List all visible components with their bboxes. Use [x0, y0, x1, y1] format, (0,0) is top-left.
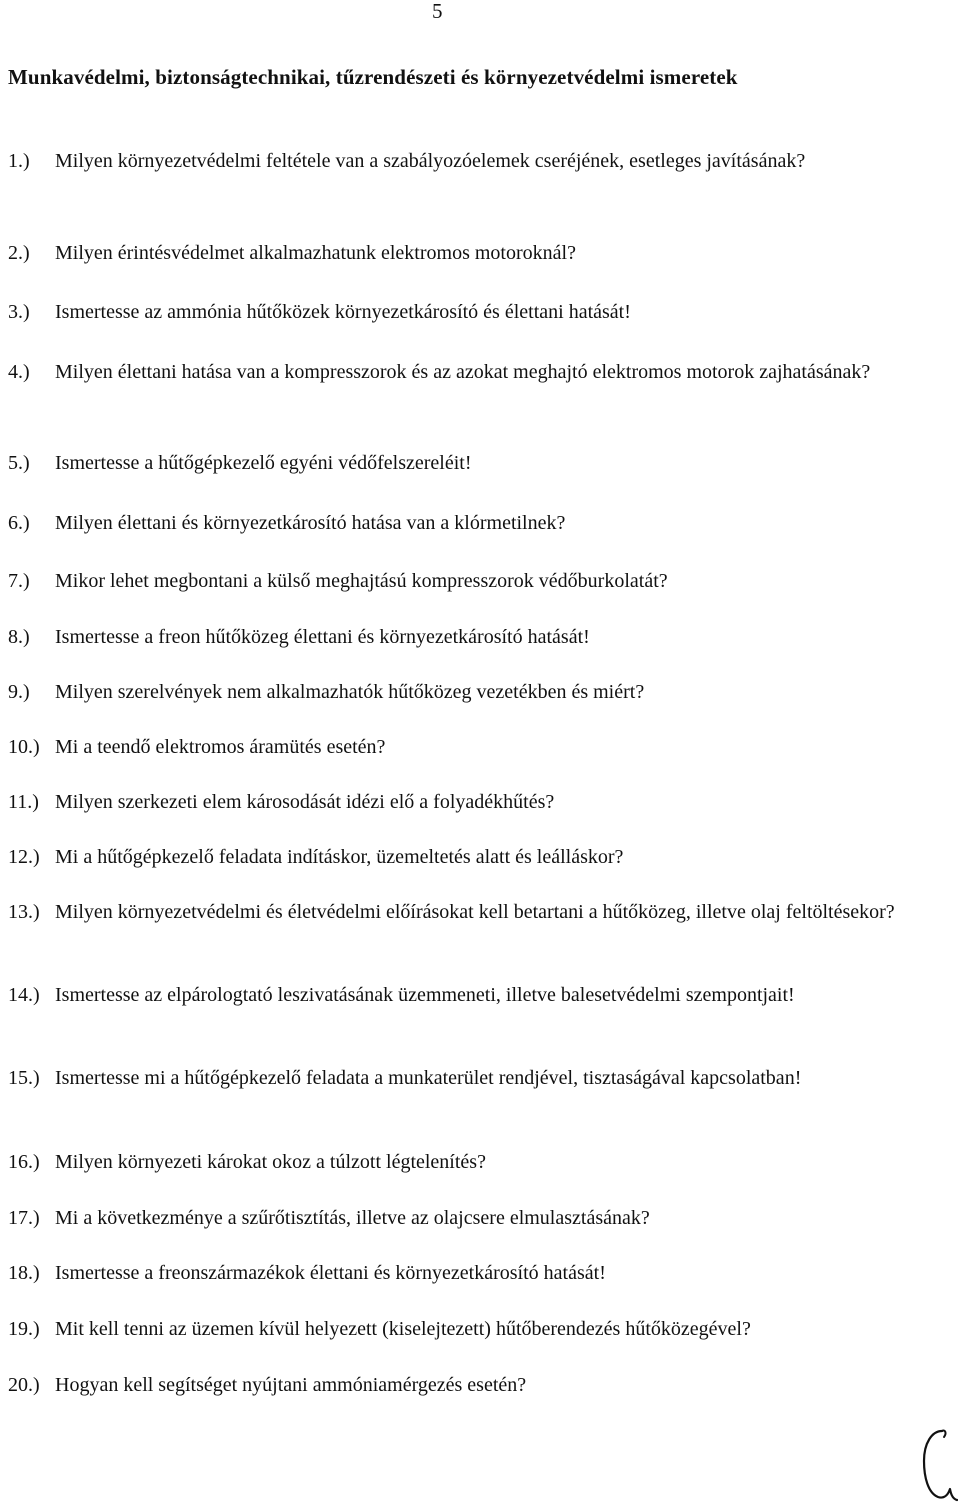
- question-number: 19.): [8, 1318, 40, 1340]
- question-text: Milyen érintésvédelmet alkalmazhatunk elektromos motoroknál?: [55, 242, 576, 264]
- question-item: [8, 358, 908, 386]
- question-number: 9.): [8, 681, 30, 703]
- question-item: [8, 788, 908, 816]
- question-item: [8, 898, 908, 926]
- question-item: [8, 1148, 908, 1176]
- question-text: Mi a teendő elektromos áramütés esetén?: [55, 736, 386, 758]
- question-number: 15.): [8, 1067, 40, 1089]
- question-item: [8, 843, 908, 871]
- question-text: Milyen környezeti károkat okoz a túlzott légtelenítés?: [55, 1151, 486, 1173]
- question-text: Ismertesse a hűtőgépkezelő egyéni védőfelszereléit!: [55, 452, 472, 474]
- question-text: Ismertesse az elpárologtató leszivatásának üzemmeneti, illetve balesetvédelmi szempontjait!: [55, 984, 795, 1006]
- question-number: 17.): [8, 1207, 40, 1229]
- page-number: 5: [432, 0, 443, 23]
- question-number: 4.): [8, 361, 30, 383]
- question-text: Mikor lehet megbontani a külső meghajtású kompresszorok védőburkolatát?: [55, 570, 668, 592]
- signature-stroke: [924, 1431, 957, 1500]
- question-text: Milyen élettani és környezetkárosító hatása van a klórmetilnek?: [55, 512, 566, 534]
- question-number: 11.): [8, 791, 39, 813]
- question-number: 13.): [8, 901, 40, 923]
- question-number: 20.): [8, 1374, 40, 1396]
- question-item: [8, 449, 908, 477]
- question-text: Mi a következménye a szűrőtisztítás, illetve az olajcsere elmulasztásának?: [55, 1207, 650, 1229]
- question-text: Ismertesse az ammónia hűtőközek környezetkárosító és élettani hatását!: [55, 301, 631, 323]
- question-text: Hogyan kell segítséget nyújtani ammóniamérgezés esetén?: [55, 1374, 527, 1396]
- question-number: 6.): [8, 512, 30, 534]
- question-item: [8, 1371, 908, 1399]
- question-text: Milyen élettani hatása van a kompresszorok és az azokat meghajtó elektromos motorok zajhatásának?: [55, 361, 871, 383]
- question-item: [8, 147, 908, 175]
- question-text: Ismertesse a freonszármazékok élettani és környezetkárosító hatását!: [55, 1262, 606, 1284]
- question-text: Milyen szerelvények nem alkalmazhatók hűtőközeg vezetékben és miért?: [55, 681, 645, 703]
- question-text: Ismertesse a freon hűtőközeg élettani és környezetkárosító hatását!: [55, 626, 590, 648]
- question-item: [8, 1064, 908, 1092]
- question-number: 5.): [8, 452, 30, 474]
- question-number: 3.): [8, 301, 30, 323]
- question-item: [8, 733, 908, 761]
- question-text: Milyen környezetvédelmi és életvédelmi előírásokat kell betartani a hűtőközeg, illetve olaj feltöltésekor?: [55, 901, 895, 923]
- signature-stroke: [942, 1430, 945, 1437]
- question-item: [8, 567, 908, 595]
- question-item: [8, 1259, 908, 1287]
- question-number: 8.): [8, 626, 30, 648]
- page-title: Munkavédelmi, biztonságtechnikai, tűzrendészeti és környezetvédelmi ismeretek: [8, 65, 738, 89]
- question-number: 14.): [8, 984, 40, 1006]
- question-number: 18.): [8, 1262, 40, 1284]
- question-item: [8, 239, 908, 267]
- question-text: Mit kell tenni az üzemen kívül helyezett (kiselejtezett) hűtőberendezés hűtőközegével?: [55, 1318, 751, 1340]
- question-text: Milyen környezetvédelmi feltétele van a szabályozóelemek cseréjének, esetleges javításának?: [55, 150, 806, 172]
- question-text: Milyen szerkezeti elem károsodását idézi elő a folyadékhűtés?: [55, 791, 555, 813]
- question-number: 2.): [8, 242, 30, 264]
- question-item: [8, 623, 908, 651]
- question-number: 10.): [8, 736, 40, 758]
- question-item: [8, 1315, 908, 1343]
- question-number: 1.): [8, 150, 30, 172]
- question-item: [8, 981, 908, 1009]
- question-number: 16.): [8, 1151, 40, 1173]
- question-text: Ismertesse mi a hűtőgépkezelő feladata a munkaterület rendjével, tisztaságával kapcsolatban!: [55, 1067, 802, 1089]
- question-text: Mi a hűtőgépkezelő feladata indításkor, üzemeltetés alatt és leálláskor?: [55, 846, 624, 868]
- question-number: 12.): [8, 846, 40, 868]
- question-number: 7.): [8, 570, 30, 592]
- question-item: [8, 678, 908, 706]
- handwritten-signature-icon: [918, 1425, 958, 1503]
- question-item: [8, 509, 908, 537]
- question-item: [8, 1204, 908, 1232]
- question-item: [8, 298, 908, 326]
